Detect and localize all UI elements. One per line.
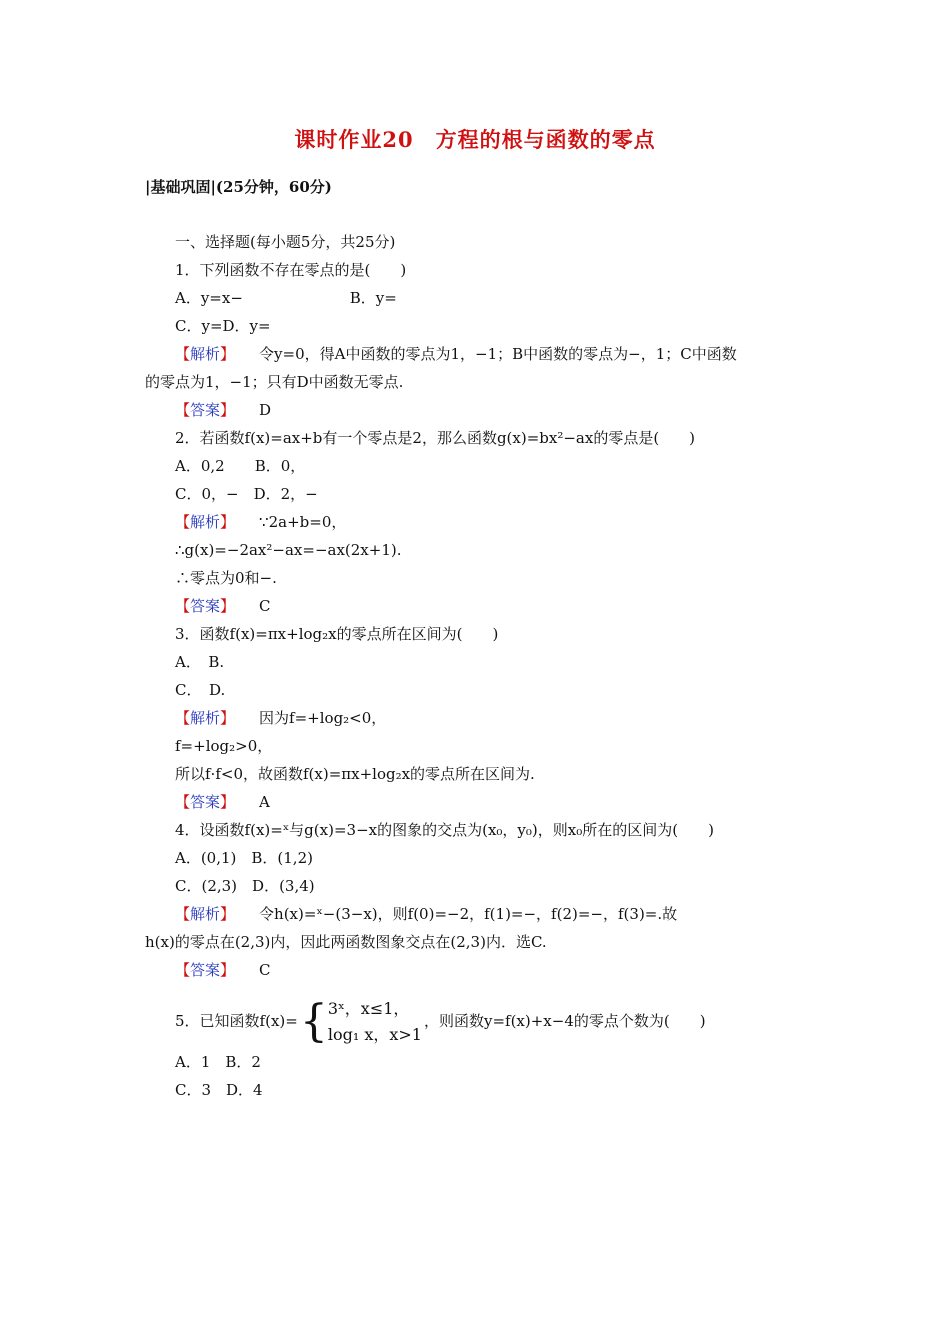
answer-tag: 【答案】 xyxy=(175,401,236,419)
q1-stem: 1．下列函数不存在零点的是( ) xyxy=(175,261,407,279)
q2-analysis-line3: ∴零点为0和−. xyxy=(175,569,277,587)
q4-analysis: 【解析】 令h(x)=ˣ−(3−x)，则f(0)=−2，f(1)=−，f(2)=−，f(3)=.故 xyxy=(175,905,678,923)
answer-tag: 【答案】 xyxy=(175,793,236,811)
q3-options-cd: C． D. xyxy=(175,681,226,699)
part-heading: 一、选择题(每小题5分，共25分) xyxy=(175,233,396,251)
q2-options-cd: C．0，− D．2，− xyxy=(175,485,318,503)
piecewise-case-1: 3ˣ，x≤1， xyxy=(327,999,410,1018)
q2-options-ab: A．0,2 B．0， xyxy=(175,457,306,475)
q2-answer: 【答案】 C xyxy=(175,597,271,615)
analysis-tag: 【解析】 xyxy=(175,513,236,531)
q1-option-a: A．y=x− xyxy=(175,289,243,307)
q4-options-cd: C．(2,3) D．(3,4) xyxy=(175,877,315,895)
q5-options-cd: C．3 D．4 xyxy=(175,1081,263,1099)
q1-answer: 【答案】 D xyxy=(175,401,272,419)
q1-analysis: 【解析】 令y=0，得A中函数的零点为1，−1；B中函数的零点为−，1；C中函数 xyxy=(175,345,737,363)
analysis-tag: 【解析】 xyxy=(175,709,236,727)
piecewise-case-2: log₁ x，x>1 xyxy=(327,1025,422,1044)
q3-answer: 【答案】 A xyxy=(175,793,270,811)
q2-analysis-line2: ∴g(x)=−2ax²−ax=−ax(2x+1). xyxy=(175,541,402,559)
q2-analysis: 【解析】 ∵2a+b=0， xyxy=(175,513,347,531)
q5-options-ab: A．1 B．2 xyxy=(175,1053,261,1071)
q4-options-ab: A．(0,1) B．(1,2) xyxy=(175,849,313,867)
q5-stem: 5．已知函数f(x)={3ˣ，x≤1， log₁ x，x>1，则函数y=f(x)+x−4的零点个数为( ) xyxy=(175,996,706,1047)
exercise-content xyxy=(145,228,811,1104)
q3-analysis-line2: f=+log₂>0， xyxy=(175,737,273,755)
q3-analysis-line3: 所以f·f<0，故函数f(x)=πx+log₂x的零点所在区间为. xyxy=(175,765,535,783)
piecewise-function: {3ˣ，x≤1， log₁ x，x>1 xyxy=(299,996,422,1047)
q3-stem: 3．函数f(x)=πx+log₂x的零点所在区间为( ) xyxy=(175,625,499,643)
section-heading: |基础巩固|(25分钟，60分) xyxy=(145,178,332,196)
q4-answer: 【答案】 C xyxy=(175,961,271,979)
page-title: 课时作业20 方程的根与函数的零点 xyxy=(294,127,656,152)
q2-stem: 2．若函数f(x)=ax+b有一个零点是2，那么函数g(x)=bx²−ax的零点是( ) xyxy=(175,429,696,447)
q1-option-b: B．y= xyxy=(349,289,397,307)
analysis-tag: 【解析】 xyxy=(175,905,236,923)
q4-analysis-cont: h(x)的零点在(2,3)内，因此两函数图象交点在(2,3)内．选C. xyxy=(145,933,547,951)
analysis-tag: 【解析】 xyxy=(175,345,236,363)
answer-tag: 【答案】 xyxy=(175,597,236,615)
q3-analysis: 【解析】 因为f=+log₂<0， xyxy=(175,709,387,727)
q1-analysis-cont: 的零点为1，−1；只有D中函数无零点. xyxy=(145,373,404,391)
q3-options-ab: A． B. xyxy=(175,653,225,671)
q1-options-ab xyxy=(145,284,811,312)
answer-tag: 【答案】 xyxy=(175,961,236,979)
q4-stem: 4．设函数f(x)=ˣ与g(x)=3−x的图象的交点为(x₀，y₀)，则x₀所在的区间为( ) xyxy=(175,821,714,839)
q1-options-cd: C．y=D．y= xyxy=(175,317,271,335)
